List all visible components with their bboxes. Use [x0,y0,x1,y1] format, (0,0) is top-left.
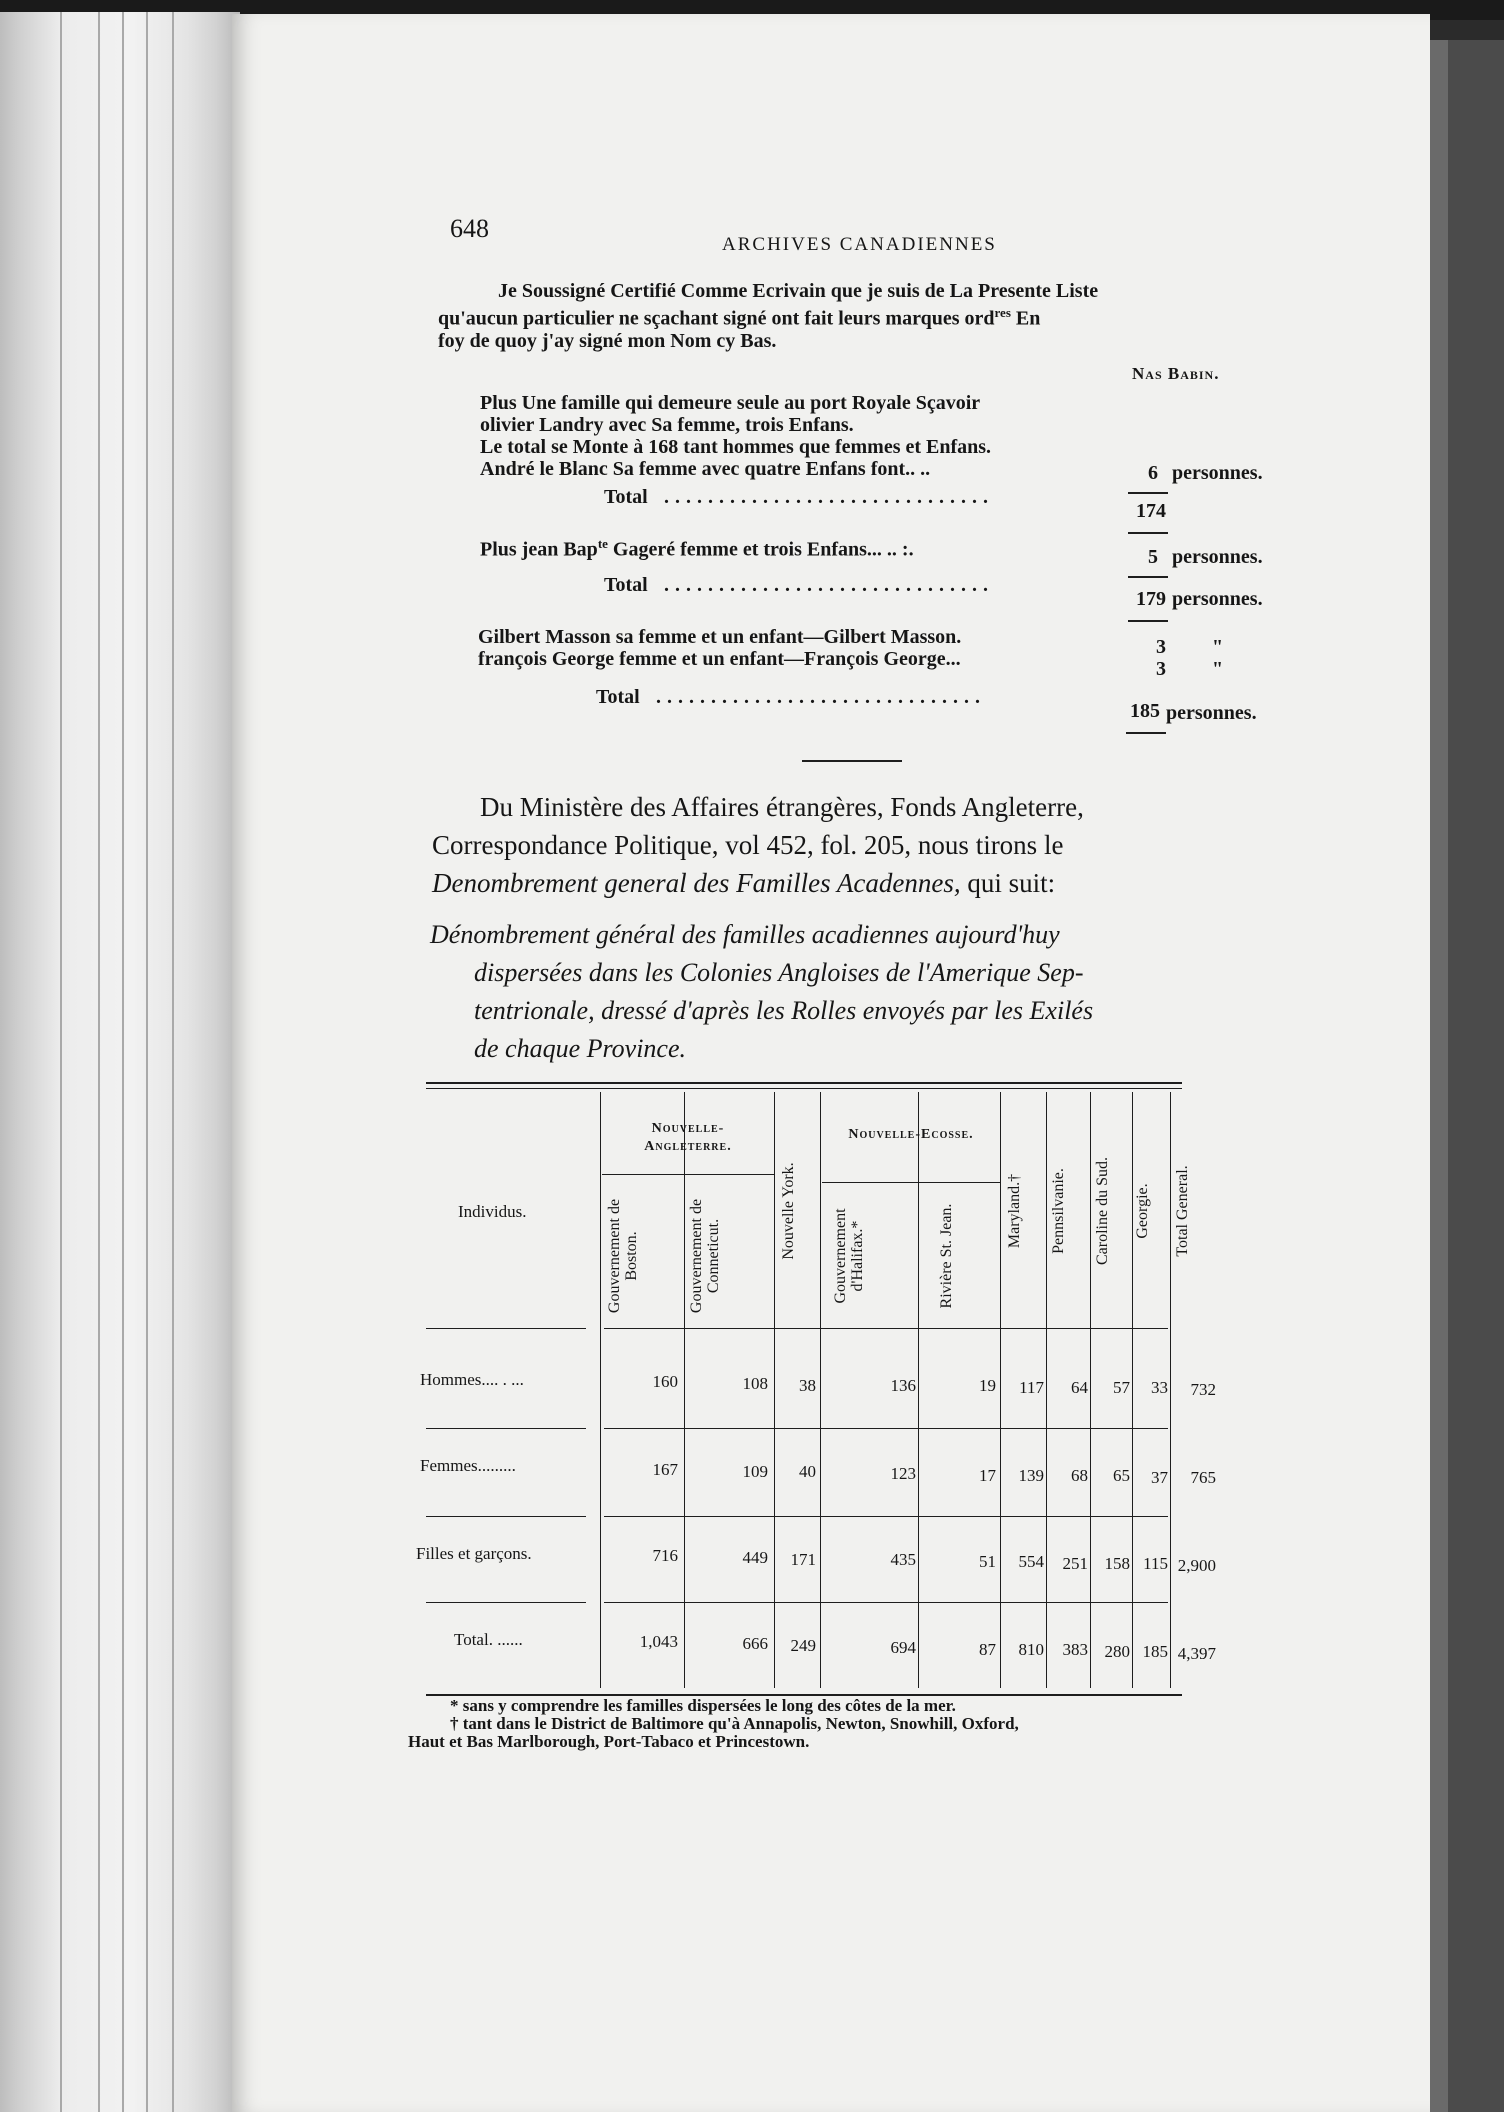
cell: 435 [890,1550,916,1569]
signature: Nas Babin. [1132,364,1220,383]
total-1-value: 174 [1136,500,1166,522]
sum-rule [1126,732,1166,734]
cell: 38 [799,1376,816,1395]
entry-4-unit: personnes. [1172,462,1263,484]
col-header-georgie: Georgie. [1134,1183,1151,1239]
cell: 167 [652,1460,678,1479]
col-header-boston: Gouvernement de Boston. [606,1198,640,1314]
entry-4-count: 6 [1148,462,1158,484]
book-page-edges [0,12,240,2112]
entry-line-2: olivier Landry avec Sa femme, trois Enfans. [480,414,854,436]
page-number: 648 [450,214,489,243]
section-divider [802,760,902,762]
cell: 158 [1104,1554,1130,1573]
cell: 554 [1018,1552,1044,1571]
cell: 57 [1113,1378,1130,1397]
certif-line-2: qu'aucun particulier ne sçachant signé ont fait leurs marques ord$^{res}$ En [438,305,1041,330]
sum-rule [1128,532,1168,534]
certif-line-3: foy de quoy j'ay signé mon Nom cy Bas. [438,330,777,352]
cell: 139 [1018,1466,1044,1485]
total-3-unit: personnes. [1166,702,1257,724]
total-2-unit: personnes. [1172,588,1263,610]
cell: 4,397 [1177,1644,1216,1663]
table-title-line-2: dispersées dans les Colonies Angloises de l'Amerique Sep- [474,958,1084,987]
total-3-value: 185 [1130,700,1160,722]
total-3-leader: .............................. [656,686,986,708]
cell: 65 [1113,1466,1130,1485]
cell: 732 [1190,1380,1216,1399]
book-right-edge-shadow [1448,40,1504,2112]
cell: 249 [790,1636,816,1655]
cell: 87 [979,1640,996,1659]
certif-line-1: Je Soussigné Certifié Comme Ecrivain que je suis de La Presente Liste [498,280,1099,302]
cell: 108 [742,1374,768,1393]
cell: 810 [1018,1640,1044,1659]
cell: 17 [979,1466,996,1485]
cell: 171 [790,1550,816,1569]
col-header-conneticut: Gouvernement de Conneticut. [688,1198,722,1314]
cell: 19 [979,1376,996,1395]
entry-line-3: Le total se Monte à 168 tant hommes que femmes et Enfans. [480,436,992,458]
cell: 109 [742,1462,768,1481]
col-header-halifax: Gouvernement d'Halifax.* [832,1208,866,1304]
col-header-nouvelle-york: Nouvelle York. [780,1162,797,1260]
col-header-riviere-st-jean: Rivière St. Jean. [938,1203,955,1309]
cell: 51 [979,1552,996,1571]
col-header-caroline-du-sud: Caroline du Sud. [1094,1157,1111,1265]
cell: 2,900 [1177,1556,1216,1575]
cell: 383 [1062,1640,1088,1659]
row-label-femmes: Femmes......... [420,1456,516,1475]
cell: 160 [652,1372,678,1391]
jean-unit: personnes. [1172,546,1263,568]
row-label-total: Total. ...... [454,1630,523,1649]
col-header-maryland: Maryland.† [1006,1173,1023,1249]
intro-line-3: Denombrement general des Familles Acadennes, qui suit: [432,868,1056,898]
cell: 37 [1151,1468,1168,1487]
cell: 136 [890,1376,916,1395]
total-1-label: Total [604,486,648,508]
cell: 123 [890,1464,916,1483]
gilbert-line: Gilbert Masson sa femme et un enfant—Gilbert Masson. [478,626,962,648]
cell: 449 [742,1548,768,1567]
row-header: Individus. [458,1202,527,1221]
cell: 40 [799,1462,816,1481]
cell: 115 [1143,1554,1168,1573]
intro-line-2: Correspondance Politique, vol 452, fol. 205, nous tirons le [432,830,1064,860]
cell: 694 [890,1638,916,1657]
group-header-nouvelle-ecosse: Nouvelle-Ecosse. [848,1127,974,1142]
total-2-value: 179 [1136,588,1166,610]
francois-line: françois George femme et un enfant—François George... [478,648,961,670]
footnote-1: * sans y comprendre les familles dispersées le long des côtes de la mer. [450,1696,956,1715]
document-page [232,14,1430,2112]
jean-line: Plus jean Bap$^{te}$ Gageré femme et trois Enfans... .. :. [480,536,914,561]
group-header-nouvelle-angleterre: Nouvelle-Angleterre. [644,1121,732,1154]
total-3-label: Total [596,686,640,708]
sum-rule [1128,492,1168,494]
entry-line-1: Plus Une famille qui demeure seule au port Royale Sçavoir [480,392,981,414]
francois-ditto: " [1212,658,1224,680]
cell: 1,043 [639,1632,678,1651]
francois-count: 3 [1156,658,1166,680]
table-title-line-1: Dénombrement général des familles acadiennes aujourd'huy [430,920,1060,949]
table-title-line-3: tentrionale, dressé d'après les Rolles envoyés par les Exilés [474,996,1094,1025]
running-head: ARCHIVES CANADIENNES [722,234,997,255]
cell: 716 [652,1546,678,1565]
col-header-pennsilvanie: Pennsilvanie. [1050,1168,1067,1254]
cell: 33 [1151,1378,1168,1397]
cell: 117 [1019,1378,1044,1397]
total-1-leader: .............................. [664,486,994,508]
cell: 68 [1071,1466,1088,1485]
row-label-filles-et-garcons: Filles et garçons. [416,1544,532,1563]
sum-rule [1128,620,1168,622]
col-header-total-general: Total General. [1174,1165,1191,1257]
cell: 765 [1190,1468,1216,1487]
row-label-hommes: Hommes.... . ... [420,1370,524,1389]
entry-line-4: André le Blanc Sa femme avec quatre Enfans font.. .. [480,458,931,480]
cell: 64 [1071,1378,1088,1397]
jean-count: 5 [1148,546,1158,568]
total-2-leader: .............................. [664,574,994,596]
gilbert-ditto: " [1212,636,1224,658]
footnote-2: † tant dans le District de Baltimore qu'à Annapolis, Newton, Snowhill, Oxford, [450,1714,1019,1733]
cell: 280 [1104,1642,1130,1661]
footnote-3: Haut et Bas Marlborough, Port-Tabaco et Princestown. [408,1732,810,1751]
intro-line-1: Du Ministère des Affaires étrangères, Fonds Angleterre, [480,792,1084,822]
cell: 185 [1142,1642,1168,1661]
total-2-label: Total [604,574,648,596]
cell: 251 [1062,1554,1088,1573]
table-title-line-4: de chaque Province. [474,1034,686,1063]
cell: 666 [742,1634,768,1653]
gilbert-count: 3 [1156,636,1166,658]
sum-rule [1128,576,1168,578]
